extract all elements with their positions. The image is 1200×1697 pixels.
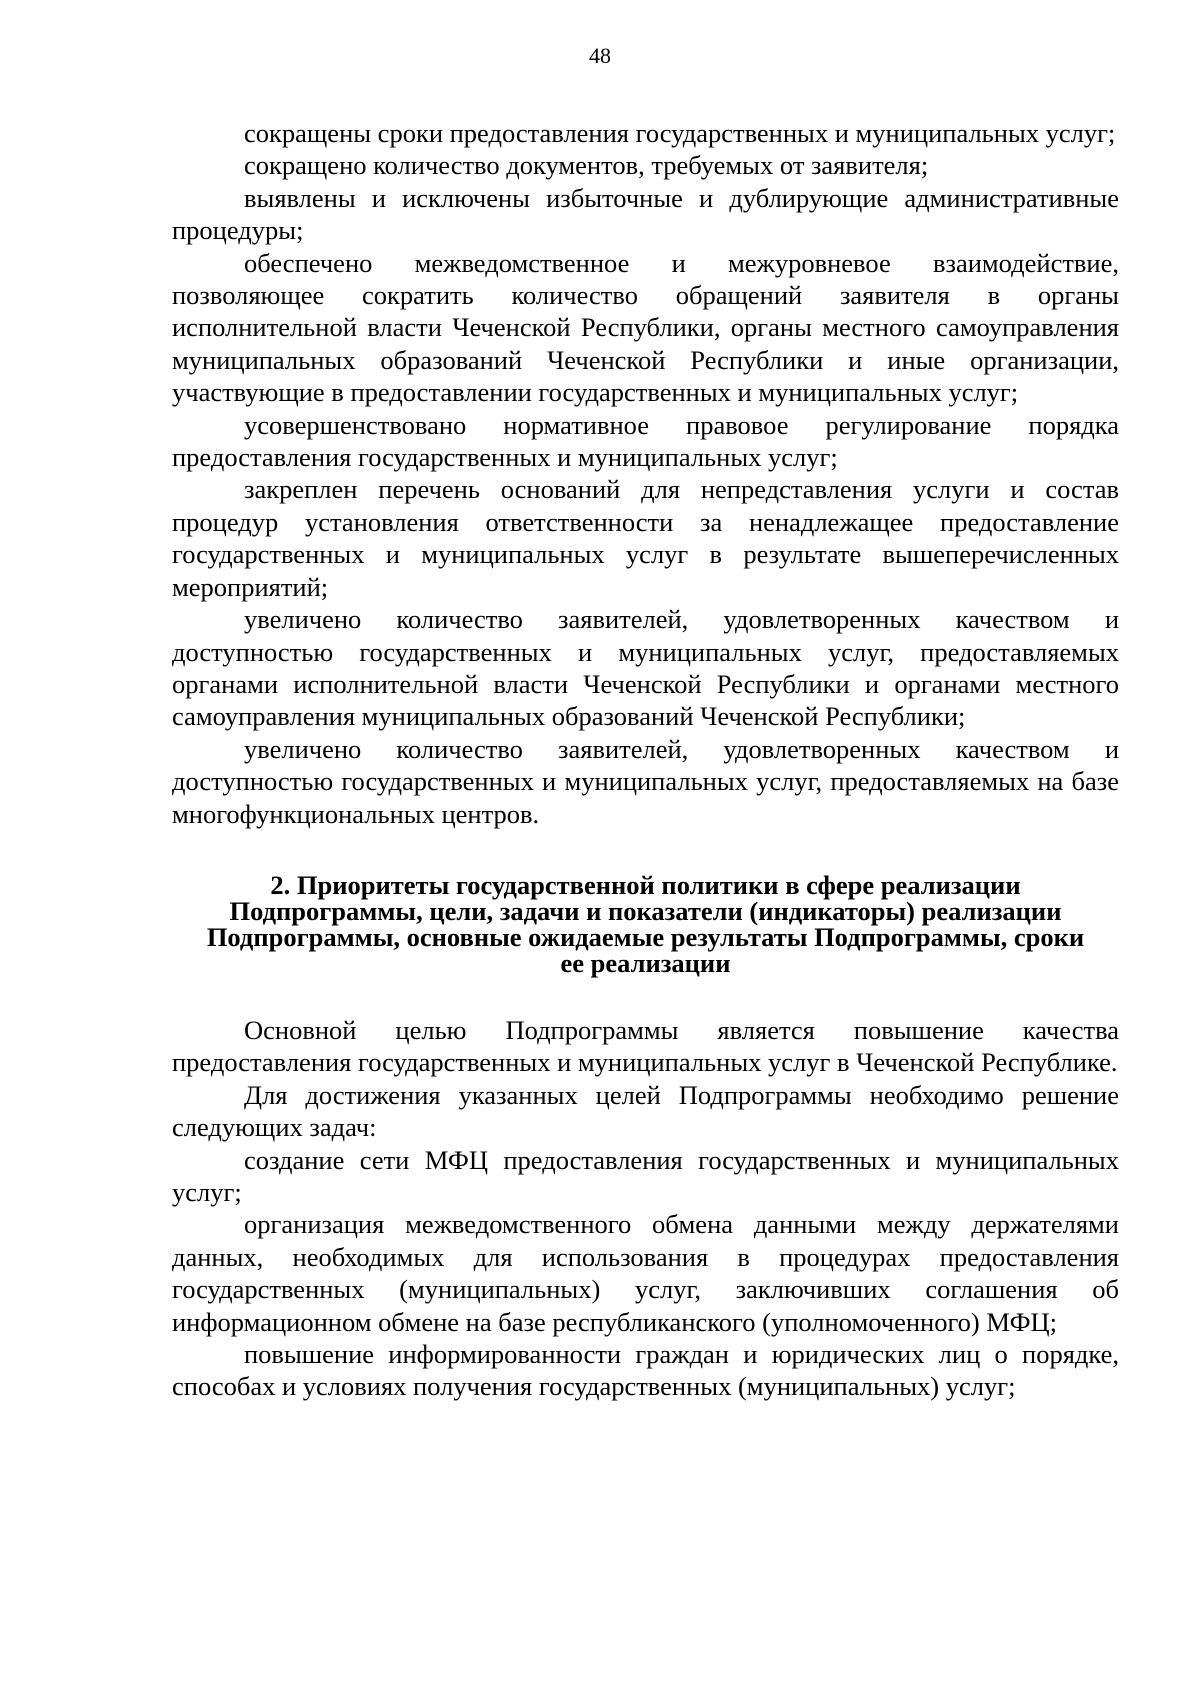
paragraph: обеспечено межведомственное и межуровневое взаимодействие, позволяющее сократить количество обращений заявителя в органы исполнительной власти Чеченской Республики, органы местного самоуправления муниципальных образований Чеченской Республики и иные организации, участвующие в предоставлении государственных и муниципальных услуг;	[172, 247, 1119, 408]
spacer	[172, 976, 1119, 1014]
paragraph: повышение информированности граждан и юридических лиц о порядке, способах и условиях получения государственных (муниципальных) услуг;	[172, 1339, 1119, 1402]
paragraph: увеличено количество заявителей, удовлетворенных качеством и доступностью государственных и муниципальных услуг, предоставляемых на базе многофункциональных центров.	[172, 733, 1119, 829]
section-heading	[172, 869, 1119, 978]
section-heading-line: Подпрограммы, основные ожидаемые результаты Подпрограммы, сроки	[206, 921, 1085, 952]
section-heading-line: ее реализации	[560, 947, 731, 978]
page-number: 48	[589, 43, 611, 68]
spacer	[172, 830, 1119, 872]
paragraph: сокращены сроки предоставления государственных и муниципальных услуг;	[244, 118, 1116, 148]
paragraph: организация межведомственного обмена данными между держателями данных, необходимых для использования в процедурах предоставления государственных (муниципальных) услуг, заключивших соглашения об информационном обмене на базе республиканского (уполномоченного) МФЦ;	[172, 1209, 1119, 1337]
paragraph: создание сети МФЦ предоставления государственных и муниципальных услуг;	[172, 1144, 1119, 1207]
paragraph: выявлены и исключены избыточные и дублирующие административные процедуры;	[172, 182, 1119, 246]
document-body	[172, 117, 1119, 1403]
section-heading-line: 2. Приоритеты государственной политики в сфере реализации	[270, 869, 1021, 900]
paragraph: Основной целью Подпрограммы является повышение качества предоставления государственных и муниципальных услуг в Чеченской Республике.	[172, 1014, 1119, 1078]
paragraph: Для достижения указанных целей Подпрограммы необходимо решение следующих задач:	[172, 1079, 1119, 1143]
section-heading-line: Подпрограммы, цели, задачи и показатели (индикаторы) реализации	[229, 895, 1062, 926]
paragraph: закреплен перечень оснований для непредставления услуги и состав процедур установления ответственности за ненадлежащее предоставление государственных и муниципальных услуг в результате вышеперечисленных мероприятий;	[172, 474, 1119, 602]
paragraph: сокращено количество документов, требуемых от заявителя;	[244, 150, 929, 181]
paragraph: усовершенствовано нормативное правовое регулирование порядка предоставления государственных и муниципальных услуг;	[172, 409, 1119, 473]
paragraph: увеличено количество заявителей, удовлетворенных качеством и доступностью государственных и муниципальных услуг, предоставляемых органами исполнительной власти Чеченской Республики и органами местного самоуправления муниципальных образований Чеченской Республики;	[172, 604, 1119, 732]
